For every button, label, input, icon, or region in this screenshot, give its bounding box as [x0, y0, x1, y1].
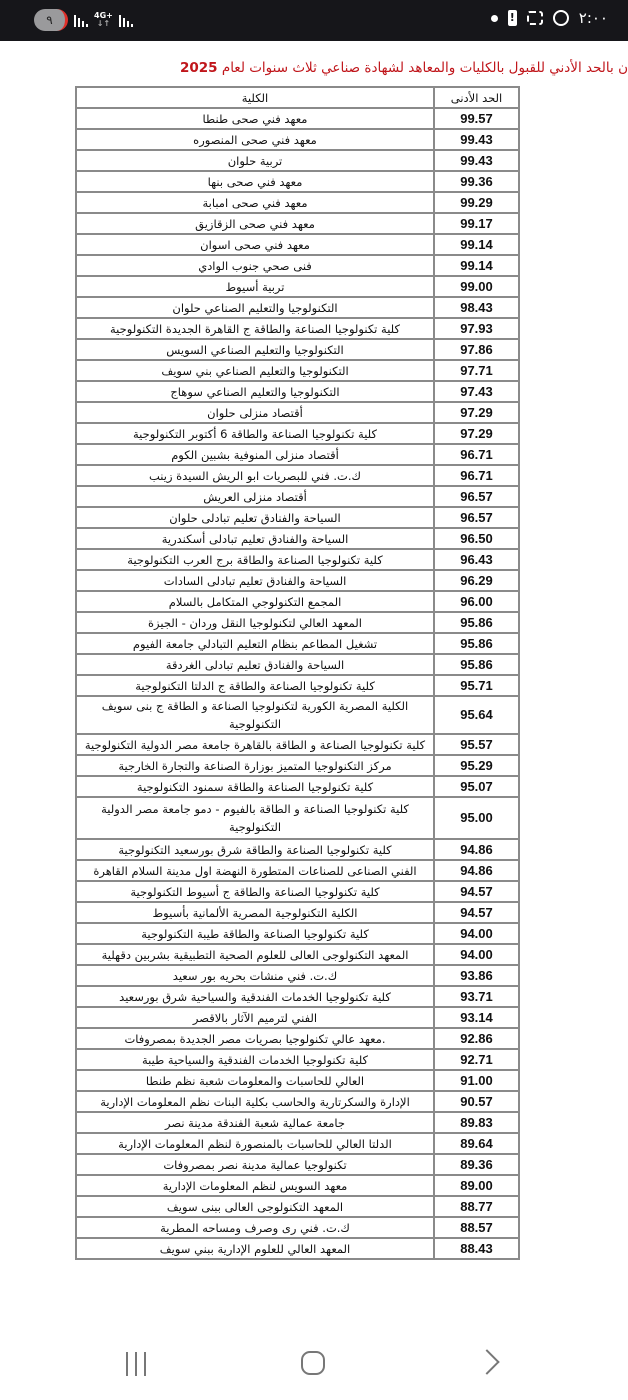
college-cell: أقتصاد منزلى حلوان: [76, 402, 434, 423]
college-cell: معهد فني صحى الزقازيق: [76, 213, 434, 234]
table-row: [76, 1217, 519, 1238]
college-cell: السياحة والفنادق تعليم تبادلى الغردقة: [76, 654, 434, 675]
table-row: [76, 1049, 519, 1070]
college-cell: كلية تكنولوجيا الصناعة و الطاقة بالفيوم - دمو جامعة مصر الدولية التكنولوجية: [76, 797, 434, 839]
score-cell: 95.07: [434, 776, 519, 797]
table-row: [76, 465, 519, 486]
college-cell: الكلية المصرية الكورية لتكنولوجيا الصناعة و الطاقة ج بنى سويف التكنولوجية: [76, 696, 434, 734]
score-cell: 97.29: [434, 423, 519, 444]
status-bar: [0, 0, 628, 41]
score-cell: 95.86: [434, 612, 519, 633]
college-cell: معهد فني صحى امبابة: [76, 192, 434, 213]
score-cell: 97.86: [434, 339, 519, 360]
college-cell: مركز التكنولوجيا المتميز بوزارة الصناعة والتجارة الخارجية: [76, 755, 434, 776]
score-cell: 92.71: [434, 1049, 519, 1070]
call-pill-icon[interactable]: [34, 9, 68, 31]
score-cell: 99.17: [434, 213, 519, 234]
back-button[interactable]: [474, 1349, 499, 1374]
table-row: [76, 902, 519, 923]
score-cell: 95.86: [434, 633, 519, 654]
table-row: [76, 192, 519, 213]
table-header-row: [76, 87, 519, 108]
score-cell: 97.29: [434, 402, 519, 423]
pill-text: ٩: [46, 13, 53, 27]
table-row: [76, 339, 519, 360]
table-row: [76, 129, 519, 150]
table-row: [76, 1154, 519, 1175]
table-row: [76, 591, 519, 612]
college-cell: كلية تكنولوجيا الصناعة والطاقة شرق بورسعيد التكنولوجية: [76, 839, 434, 860]
table-row: [76, 528, 519, 549]
score-cell: 95.71: [434, 675, 519, 696]
table-row: [76, 1133, 519, 1154]
college-cell: كلية تكنولوجيا الصناعة والطاقة ج الدلتا التكنولوجية: [76, 675, 434, 696]
score-cell: 96.43: [434, 549, 519, 570]
score-cell: 91.00: [434, 1070, 519, 1091]
table-row: [76, 297, 519, 318]
table-row: [76, 108, 519, 129]
college-cell: السياحة والفنادق تعليم تبادلى حلوان: [76, 507, 434, 528]
whatsapp-icon: [553, 10, 569, 26]
college-cell: المعهد التكنولوجى العالى للعلوم الصحية التطبيقية بشربين دقهلية: [76, 944, 434, 965]
score-cell: 93.14: [434, 1007, 519, 1028]
table-row: [76, 423, 519, 444]
college-cell: الدلتا العالي للحاسبات بالمنصورة لنظم المعلومات الإدارية: [76, 1133, 434, 1154]
table-row: [76, 402, 519, 423]
table-row: [76, 675, 519, 696]
header-score: الحد الأدنى: [434, 87, 519, 108]
college-cell: السياحة والفنادق تعليم تبادلى السادات: [76, 570, 434, 591]
score-cell: 97.43: [434, 381, 519, 402]
score-cell: 98.43: [434, 297, 519, 318]
score-cell: 95.57: [434, 734, 519, 755]
score-cell: 88.77: [434, 1196, 519, 1217]
college-cell: معهد السويس لنظم المعلومات الإدارية: [76, 1175, 434, 1196]
college-cell: كلية تكنولوجيا الصناعة والطاقة برج العرب التكنولوجية: [76, 549, 434, 570]
college-cell: ك.ت. فني للبصريات ابو الريش السيدة زينب: [76, 465, 434, 486]
table-row: [76, 549, 519, 570]
table-row: [76, 150, 519, 171]
college-cell: كلية تكنولوجيا الصناعة والطاقة ج القاهرة الجديدة التكنولوجية: [76, 318, 434, 339]
college-cell: ك.ت. فني منشات بحريه بور سعيد: [76, 965, 434, 986]
table-row: [76, 755, 519, 776]
college-cell: التكنولوجيا والتعليم الصناعي بني سويف: [76, 360, 434, 381]
college-cell: الفني لترميم الآثار بالاقصر: [76, 1007, 434, 1028]
table-row: [76, 1112, 519, 1133]
college-cell: العالي للحاسبات والمعلومات شعبة نظم طنطا: [76, 1070, 434, 1091]
score-cell: 99.00: [434, 276, 519, 297]
table-row: [76, 1175, 519, 1196]
table-row: [76, 633, 519, 654]
score-cell: 99.14: [434, 234, 519, 255]
table-row: [76, 318, 519, 339]
page-title: [180, 60, 628, 76]
table-row: [76, 612, 519, 633]
table-row: [76, 1007, 519, 1028]
college-cell: ك.ت. فني رى وصرف ومساحه المطرية: [76, 1217, 434, 1238]
college-cell: تكنولوجيا عمالية مدينة نصر بمصروفات: [76, 1154, 434, 1175]
college-cell: كلية تكنولوجيا الخدمات الفندقية والسياحية شرق بورسعيد: [76, 986, 434, 1007]
college-cell: معهد فني صحى بنها: [76, 171, 434, 192]
college-cell: كلية تكنولوجيا الصناعة والطاقة ج أسيوط التكنولوجية: [76, 881, 434, 902]
table-row: [76, 381, 519, 402]
score-cell: 97.71: [434, 360, 519, 381]
score-cell: 92.86: [434, 1028, 519, 1049]
admission-table-container: [75, 86, 520, 1322]
college-cell: السياحة والفنادق تعليم تبادلى أسكندرية: [76, 528, 434, 549]
signal-icon-2: [119, 13, 133, 27]
score-cell: 96.71: [434, 444, 519, 465]
table-row: [76, 860, 519, 881]
college-cell: التكنولوجيا والتعليم الصناعي حلوان: [76, 297, 434, 318]
score-cell: 94.00: [434, 944, 519, 965]
college-cell: أقتصاد منزلى العريش: [76, 486, 434, 507]
table-row: [76, 1238, 519, 1259]
table-row: [76, 486, 519, 507]
table-row: [76, 360, 519, 381]
college-cell: الإدارة والسكرتارية والحاسب بكلية البنات نظم المعلومات الإدارية: [76, 1091, 434, 1112]
score-cell: 94.57: [434, 902, 519, 923]
score-cell: 99.14: [434, 255, 519, 276]
table-row: [76, 1028, 519, 1049]
table-row: [76, 944, 519, 965]
score-cell: 88.57: [434, 1217, 519, 1238]
college-cell: تشغيل المطاعم بنظام التعليم التبادلي جامعة الفيوم: [76, 633, 434, 654]
table-row: [76, 923, 519, 944]
college-cell: .معهد عالي تكنولوجيا بصريات مصر الجديدة بمصروفات: [76, 1028, 434, 1049]
clock: ٢:٠٠: [578, 9, 608, 27]
table-row: [76, 276, 519, 297]
table-row: [76, 881, 519, 902]
score-cell: 89.36: [434, 1154, 519, 1175]
table-row: [76, 734, 519, 755]
college-cell: تربية أسيوط: [76, 276, 434, 297]
score-cell: 96.00: [434, 591, 519, 612]
battery-alert-icon: [508, 10, 517, 26]
score-cell: 95.00: [434, 797, 519, 839]
title-text: ن بالحد الأدني للقبول بالكليات والمعاهد لشهادة صناعي ثلاث سنوات لعام: [217, 60, 628, 76]
score-cell: 94.86: [434, 860, 519, 881]
table-row: [76, 1070, 519, 1091]
score-cell: 99.29: [434, 192, 519, 213]
score-cell: 89.00: [434, 1175, 519, 1196]
college-cell: أقتصاد منزلى المنوفية بشبين الكوم: [76, 444, 434, 465]
table-row: [76, 696, 519, 734]
score-cell: 95.29: [434, 755, 519, 776]
table-row: [76, 171, 519, 192]
college-cell: كلية تكنولوجيا الصناعة والطاقة طيبة التكنولوجية: [76, 923, 434, 944]
score-cell: 95.86: [434, 654, 519, 675]
score-cell: 90.57: [434, 1091, 519, 1112]
college-cell: المعهد التكنولوجى العالى ببنى سويف: [76, 1196, 434, 1217]
table-row: [76, 507, 519, 528]
score-cell: 89.64: [434, 1133, 519, 1154]
table-row: [76, 965, 519, 986]
score-cell: 94.00: [434, 923, 519, 944]
college-cell: التكنولوجيا والتعليم الصناعي السويس: [76, 339, 434, 360]
admission-table: [75, 86, 520, 1260]
table-row: [76, 570, 519, 591]
college-cell: معهد فني صحى المنصوره: [76, 129, 434, 150]
college-cell: المعهد العالي للعلوم الإدارية ببني سويف: [76, 1238, 434, 1259]
table-row: [76, 234, 519, 255]
title-year: 2025: [179, 60, 218, 76]
score-cell: 99.36: [434, 171, 519, 192]
notification-dot-icon: [491, 15, 498, 22]
score-cell: 99.43: [434, 150, 519, 171]
table-row: [76, 776, 519, 797]
score-cell: 99.43: [434, 129, 519, 150]
table-row: [76, 255, 519, 276]
navigation-bar: [0, 1322, 628, 1400]
college-cell: المعهد العالي لتكنولوجيا النقل وردان - الجيزة: [76, 612, 434, 633]
college-cell: معهد فني صحى طنطا: [76, 108, 434, 129]
table-row: [76, 444, 519, 465]
score-cell: 97.93: [434, 318, 519, 339]
college-cell: كلية تكنولوجيا الصناعة و الطاقة بالقاهرة جامعة مصر الدولية التكنولوجية: [76, 734, 434, 755]
table-body: [76, 108, 519, 1259]
score-cell: 96.71: [434, 465, 519, 486]
score-cell: 95.64: [434, 696, 519, 734]
college-cell: المجمع التكنولوجي المتكامل بالسلام: [76, 591, 434, 612]
header-college: الكلية: [76, 87, 434, 108]
college-cell: الفني الصناعى للصناعات المتطورة النهضة اول مدينة السلام القاهرة: [76, 860, 434, 881]
recent-apps-button[interactable]: [126, 1352, 146, 1376]
table-row: [76, 797, 519, 839]
score-cell: 96.50: [434, 528, 519, 549]
college-cell: الكلية التكنولوجية المصرية الألمانية بأسيوط: [76, 902, 434, 923]
table-row: [76, 213, 519, 234]
college-cell: فنى صحي جنوب الوادي: [76, 255, 434, 276]
table-row: [76, 1196, 519, 1217]
score-cell: 96.57: [434, 507, 519, 528]
signal-icon: [74, 13, 88, 27]
score-cell: 96.57: [434, 486, 519, 507]
college-cell: جامعة عمالية شعبة الفندقة مدينة نصر: [76, 1112, 434, 1133]
college-cell: تربية حلوان: [76, 150, 434, 171]
score-cell: 94.57: [434, 881, 519, 902]
score-cell: 94.86: [434, 839, 519, 860]
college-cell: كلية تكنولوجيا الصناعة والطاقة 6 أكتوبر التكنولوجية: [76, 423, 434, 444]
table-row: [76, 1091, 519, 1112]
status-left-group: [34, 9, 133, 31]
score-cell: 99.57: [434, 108, 519, 129]
college-cell: معهد فني صحى اسوان: [76, 234, 434, 255]
table-row: [76, 654, 519, 675]
screenshot-icon: [527, 11, 543, 25]
college-cell: كلية تكنولوجيا الصناعة والطاقة سمنود التكنولوجية: [76, 776, 434, 797]
score-cell: 93.86: [434, 965, 519, 986]
score-cell: 96.29: [434, 570, 519, 591]
network-type: 4G+ ↓↑: [94, 11, 113, 28]
table-row: [76, 839, 519, 860]
home-button[interactable]: [301, 1351, 325, 1375]
table-row: [76, 986, 519, 1007]
status-right-group: [491, 9, 608, 27]
score-cell: 89.83: [434, 1112, 519, 1133]
score-cell: 88.43: [434, 1238, 519, 1259]
college-cell: التكنولوجيا والتعليم الصناعي سوهاج: [76, 381, 434, 402]
score-cell: 93.71: [434, 986, 519, 1007]
college-cell: كلية تكنولوجيا الخدمات الفندقية والسياحية طيبة: [76, 1049, 434, 1070]
